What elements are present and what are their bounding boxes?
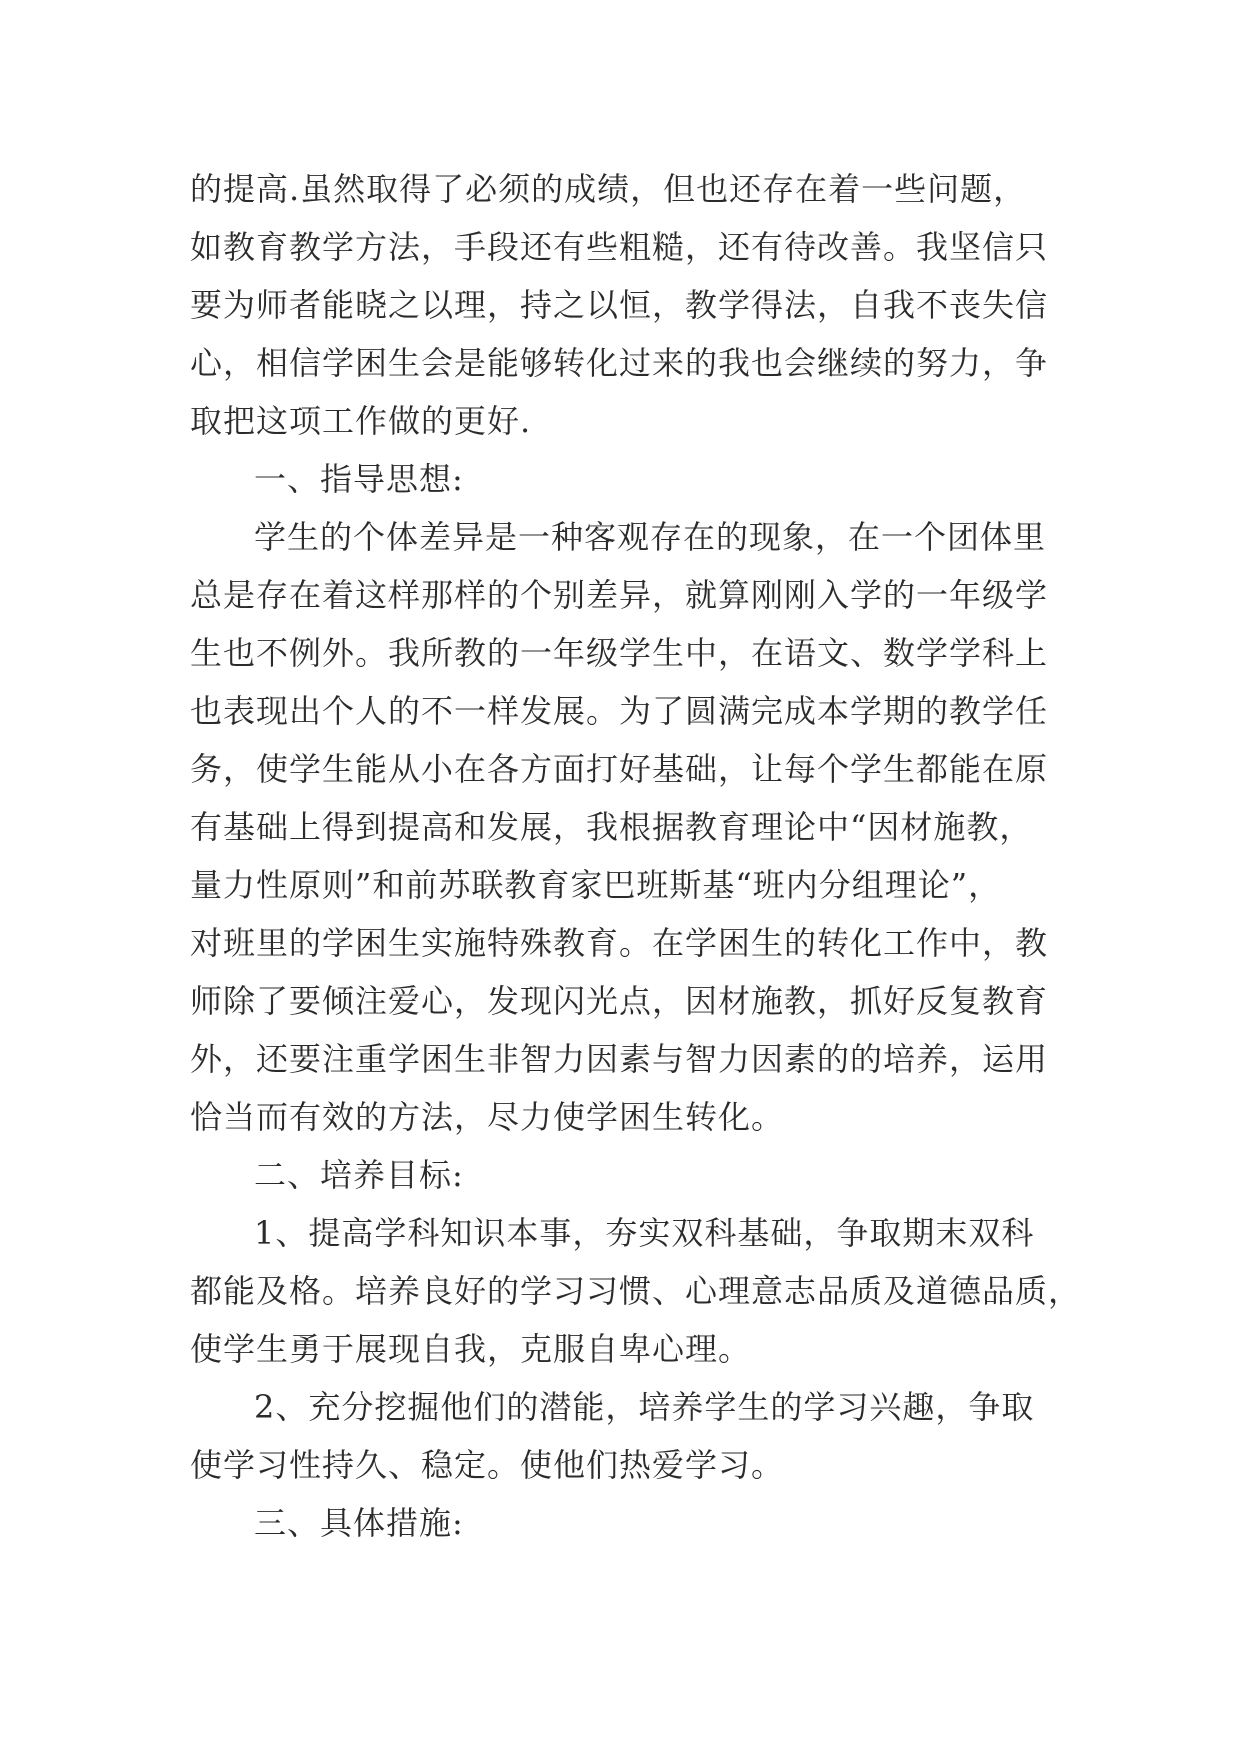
text-line: 学生的个体差异是一种客观存在的现象，在一个团体里 <box>254 518 1047 556</box>
text-line: 1、提高学科知识本事，夯实双科基础，争取期末双科 <box>254 1214 1035 1252</box>
text-line: 务，使学生能从小在各方面打好基础，让每个学生都能在原 <box>190 750 1049 788</box>
text-line: 外，还要注重学困生非智力因素与智力因素的的培养，运用 <box>190 1040 1049 1078</box>
text-line: 都能及格。培养良好的学习习惯、心理意志品质及道德品质， <box>190 1272 1082 1310</box>
text-line: 的提高.虽然取得了必须的成绩，但也还存在着一些问题， <box>190 170 1027 208</box>
text-line: 也表现出个人的不一样发展。为了圆满完成本学期的教学任 <box>190 692 1049 730</box>
text-line: 师除了要倾注爱心，发现闪光点，因材施教，抓好反复教育 <box>190 982 1049 1020</box>
text-line: 生也不例外。我所教的一年级学生中，在语文、数学学科上 <box>190 634 1049 672</box>
section-heading: 一、指导思想: <box>254 460 464 498</box>
text-line: 要为师者能晓之以理，持之以恒，教学得法，自我不丧失信 <box>190 286 1049 324</box>
text-line: 使学习性持久、稳定。使他们热爱学习。 <box>190 1446 785 1484</box>
text-line: 量力性原则”和前苏联教育家巴班斯基“班内分组理论”， <box>190 866 1002 904</box>
section-heading: 三、具体措施: <box>254 1504 464 1542</box>
text-line: 心，相信学困生会是能够转化过来的我也会继续的努力，争 <box>190 344 1049 382</box>
body-text <box>190 160 1082 1552</box>
text-line: 2、充分挖掘他们的潜能，培养学生的学习兴趣，争取 <box>254 1388 1035 1426</box>
section-heading: 二、培养目标: <box>254 1156 464 1194</box>
text-line: 总是存在着这样那样的个别差异，就算刚刚入学的一年级学 <box>190 576 1049 614</box>
text-line: 对班里的学困生实施特殊教育。在学困生的转化工作中，教 <box>190 924 1049 962</box>
text-line: 如教育教学方法，手段还有些粗糙，还有待改善。我坚信只 <box>190 228 1049 266</box>
text-line: 使学生勇于展现自我，克服自卑心理。 <box>190 1330 752 1368</box>
text-line: 取把这项工作做的更好. <box>190 402 532 440</box>
text-line: 有基础上得到提高和发展，我根据教育理论中“因材施教， <box>190 808 1033 846</box>
text-line: 恰当而有效的方法，尽力使学困生转化。 <box>190 1098 785 1136</box>
